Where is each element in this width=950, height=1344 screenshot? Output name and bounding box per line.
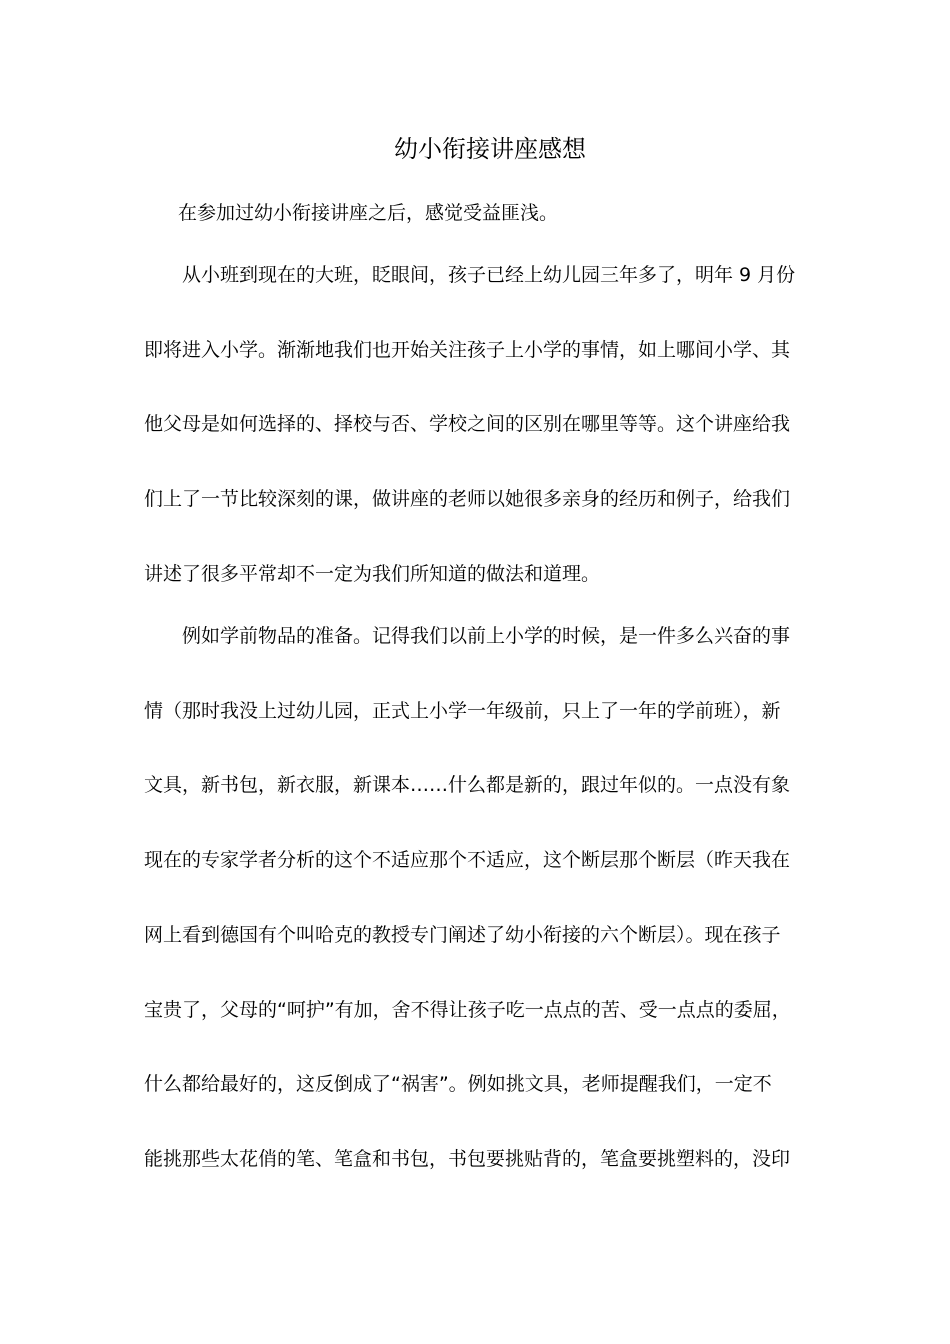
paragraph-line: 情（那时我没上过幼儿园，正式上小学一年级前，只上了一年的学前班），新 [144,700,781,722]
paragraph-line: 从小班到现在的大班，眨眼间，孩子已经上幼儿园三年多了，明年 9 月份 [182,264,796,286]
paragraph-line: 什么都给最好的，这反倒成了“祸害”。例如挑文具，老师提醒我们，一定不 [144,1073,772,1095]
paragraph-line: 在参加过幼小衔接讲座之后，感觉受益匪浅。 [178,202,559,224]
paragraph-line: 讲述了很多平常却不一定为我们所知道的做法和道理。 [144,563,601,585]
document-title: 幼小衔接讲座感想 [394,135,586,163]
paragraph-line: 宝贵了，父母的“呵护”有加，舍不得让孩子吃一点点的苦、受一点点的委屈， [144,999,791,1021]
paragraph-line: 例如学前物品的准备。记得我们以前上小学的时候，是一件多么兴奋的事 [182,625,791,647]
paragraph-line: 即将进入小学。渐渐地我们也开始关注孩子上小学的事情，如上哪间小学、其 [144,339,791,361]
paragraph-line: 文具，新书包，新衣服，新课本……什么都是新的，跟过年似的。一点没有象 [144,774,791,796]
paragraph-line: 现在的专家学者分析的这个不适应那个不适应，这个断层那个断层（昨天我在 [144,849,791,871]
paragraph-line: 们上了一节比较深刻的课，做讲座的老师以她很多亲身的经历和例子，给我们 [144,488,791,510]
paragraph-line: 网上看到德国有个叫哈克的教授专门阐述了幼小衔接的六个断层）。现在孩子 [144,924,781,946]
paragraph-line: 他父母是如何选择的、择校与否、学校之间的区别在哪里等等。这个讲座给我 [144,413,791,435]
paragraph-line: 能挑那些太花俏的笔、笔盒和书包，书包要挑贴背的，笔盒要挑塑料的，没印 [144,1148,791,1170]
